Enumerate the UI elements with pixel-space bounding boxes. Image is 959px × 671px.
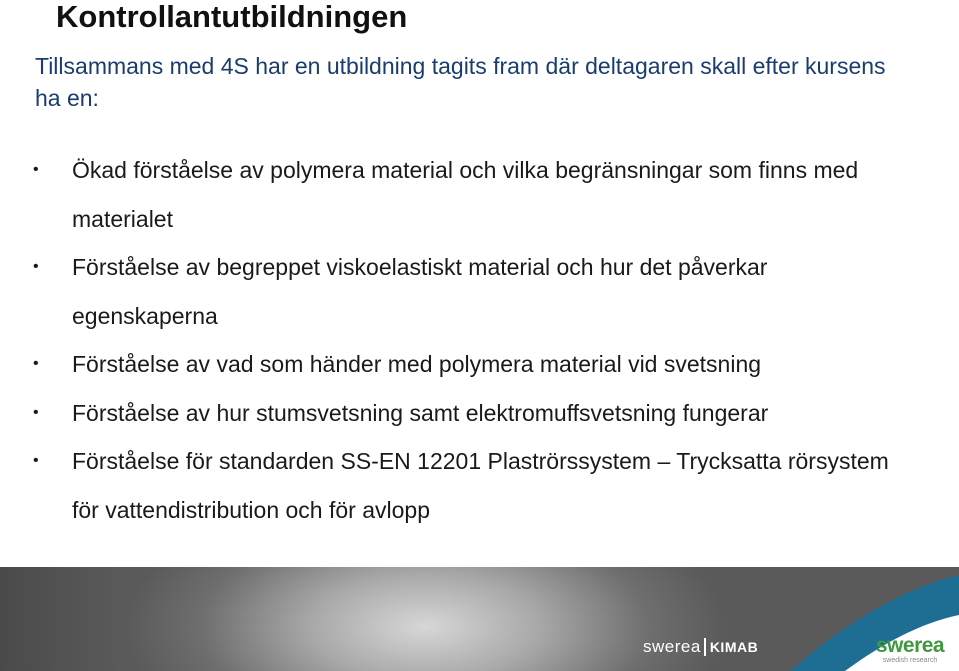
list-item bbox=[0, 340, 892, 389]
list-item-text: Förståelse av vad som händer med polymera material vid svetsning bbox=[72, 351, 762, 377]
slide-title: Kontrollantutbildningen bbox=[56, 0, 408, 34]
bullet-icon: • bbox=[33, 161, 39, 178]
footer-band bbox=[0, 567, 959, 671]
list-item-text: Förståelse för standarden SS-EN 12201 Plaströrssystem – Trycksatta rörsystem för vattendistribution och för avlopp bbox=[72, 448, 889, 523]
swerea-logo-name: swerea bbox=[875, 634, 945, 657]
kimab-logo-name: KIMAB bbox=[709, 639, 759, 655]
intro-text: Tillsammans med 4S har en utbildning tagits fram där deltagaren skall efter kursens ha en: bbox=[35, 53, 886, 111]
kimab-logo-swerea: swerea bbox=[643, 637, 701, 656]
swerea-logo bbox=[868, 635, 952, 665]
bullet-icon: • bbox=[33, 452, 39, 469]
list-item-text: Ökad förståelse av polymera material och vilka begränsningar som finns med materialet bbox=[72, 157, 859, 232]
bullet-icon: • bbox=[33, 258, 39, 275]
bullet-list bbox=[0, 146, 959, 534]
list-item-text: Förståelse av hur stumsvetsning samt elektromuffsvetsning fungerar bbox=[72, 399, 769, 426]
list-item bbox=[0, 437, 892, 534]
list-item bbox=[0, 146, 892, 243]
corner-swoosh bbox=[0, 567, 959, 671]
list-item bbox=[0, 243, 892, 340]
list-item bbox=[0, 389, 892, 438]
bullet-icon: • bbox=[33, 403, 39, 421]
bullet-icon: • bbox=[33, 355, 39, 372]
swerea-logo-tagline: swedish research bbox=[882, 657, 938, 664]
list-item-text: Förståelse av begreppet viskoelastiskt material och hur det påverkar egenskaperna bbox=[72, 254, 768, 329]
